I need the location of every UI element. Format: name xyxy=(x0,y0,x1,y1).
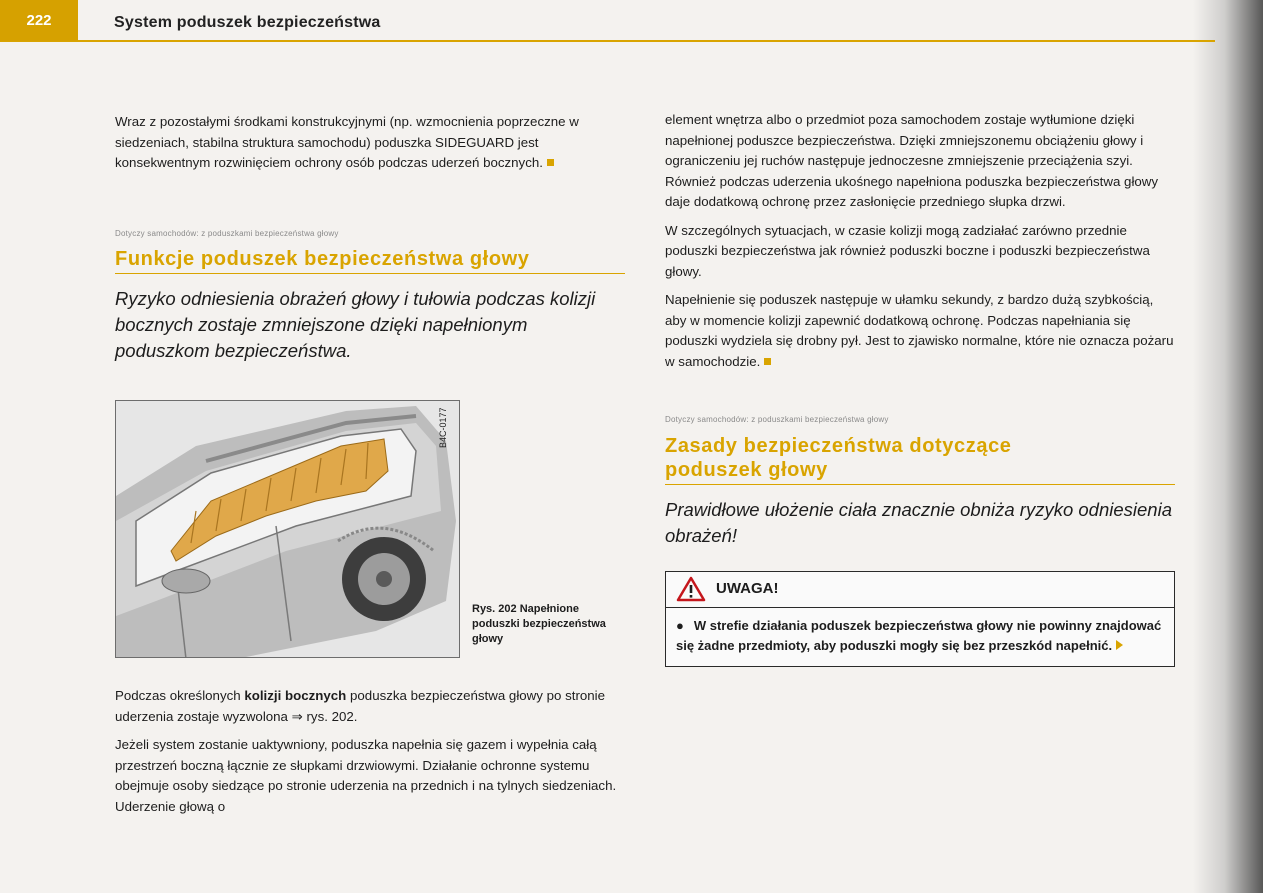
continued-arrow-icon xyxy=(1116,640,1123,650)
warning-triangle-icon xyxy=(676,576,706,602)
end-of-section-marker xyxy=(547,159,554,166)
page-header xyxy=(0,0,1215,42)
figure-caption: Rys. 202 Napełnione poduszki bezpieczeństwa głowy xyxy=(472,603,606,645)
figure-head-airbags xyxy=(115,400,460,658)
warning-body xyxy=(666,608,1174,666)
right-column xyxy=(665,110,1175,667)
section-heading-line1: Zasady bezpieczeństwa dotyczące xyxy=(665,434,1012,457)
context-label: Dotyczy samochodów: z poduszkami bezpieczeństwa głowy xyxy=(665,415,889,424)
lead-statement: Prawidłowe ułożenie ciała znacznie obniża ryzyko odniesienia obrażeń! xyxy=(665,498,1172,546)
inflation-text: Napełnienie się poduszek następuje w ułamku sekundy, z bardzo dużą szybkością, aby w momencie kolizji zapewnić dodatkową ochronę. Podczas napełniania się poduszki wydziela się drobny pył. Jest to zjawisko normalne, które nie oznacza pożaru w samochodzie. xyxy=(665,292,1174,369)
context-label: Dotyczy samochodów: z poduszkami bezpieczeństwa głowy xyxy=(115,228,339,238)
end-of-section-marker xyxy=(764,358,771,365)
warning-text: W strefie działania poduszek bezpieczeństwa głowy nie powinny znajdować się żadne przedmioty, aby poduszki mogły się bez przeszkód napełnić. xyxy=(676,617,1162,653)
scan-binding-shadow xyxy=(1193,0,1263,893)
warning-title: UWAGA! xyxy=(716,579,779,597)
figure-code: B4C-0177 xyxy=(438,407,448,449)
intro-text: Wraz z pozostałymi środkami konstrukcyjnymi (np. wzmocnienia poprzeczne w siedzeniach, stabilna struktura samochodu) poduszka SIDEGUARD jest konsekwentnym rozwinięciem ochrony osób podczas uderzeń bocznych. xyxy=(115,114,579,170)
trigger-text-pre: Podczas określonych xyxy=(115,688,245,703)
protection-paragraph: element wnętrza albo o przedmiot poza samochodem zostaje wytłumione dzięki napełnionej poduszce bezpieczeństwa. Dzięki zmniejszonemu obciążeniu głowy i ograniczeniu jej ruchów następuje jednoczesne zmniejszenie przeciążenia szyi. Również podczas uderzenia ukośnego napełniona poduszka bezpieczeństwa głowy daje dodatkową ochronę przez zasłonięcie przedniego słupka drzwi. xyxy=(665,112,1159,209)
trigger-text-post: poduszka bezpieczeństwa głowy po stronie uderzenia zostaje wyzwolona ⇒ rys. 202. xyxy=(115,688,606,724)
section-heading-line2: poduszek głowy xyxy=(665,458,1175,485)
left-lower-text xyxy=(115,686,627,825)
inflation-paragraph xyxy=(665,290,1175,372)
trigger-paragraph xyxy=(115,686,627,727)
activation-paragraph: Jeżeli system zostanie uaktywniony, poduszka napełnia się gazem i wypełnia całą przestrzeń boczną łącznie ze słupkami drzwiowymi. Działanie ochronne systemu obejmuje osoby siedzące po stronie uderzenia na przednich i na tylnych siedzeniach. Uderzenie głową o xyxy=(115,737,617,814)
lead-statement: Ryzyko odniesienia obrażeń głowy i tułowia podczas kolizji bocznych zostaje zmniejszone dzięki napełnionym poduszkom bezpieczeństwa. xyxy=(115,288,596,361)
intro-paragraph xyxy=(115,112,625,174)
running-title: System poduszek bezpieczeństwa xyxy=(114,14,381,31)
warning-box xyxy=(665,571,1175,667)
bullet-icon: ● xyxy=(676,617,684,633)
combined-deployment-paragraph: W szczególnych sytuacjach, w czasie kolizji mogą zadziałać zarówno przednie poduszki bezpieczeństwa jak również poduszki boczne i poduszki bezpieczeństwa głowy. xyxy=(665,222,1150,279)
trigger-keyword: kolizji bocznych xyxy=(244,688,347,703)
left-column xyxy=(115,112,625,658)
warning-header xyxy=(666,572,1174,608)
car-illustration xyxy=(116,401,460,658)
section-heading: Funkcje poduszek bezpieczeństwa głowy xyxy=(115,247,625,274)
page-number: 222 xyxy=(0,0,78,41)
